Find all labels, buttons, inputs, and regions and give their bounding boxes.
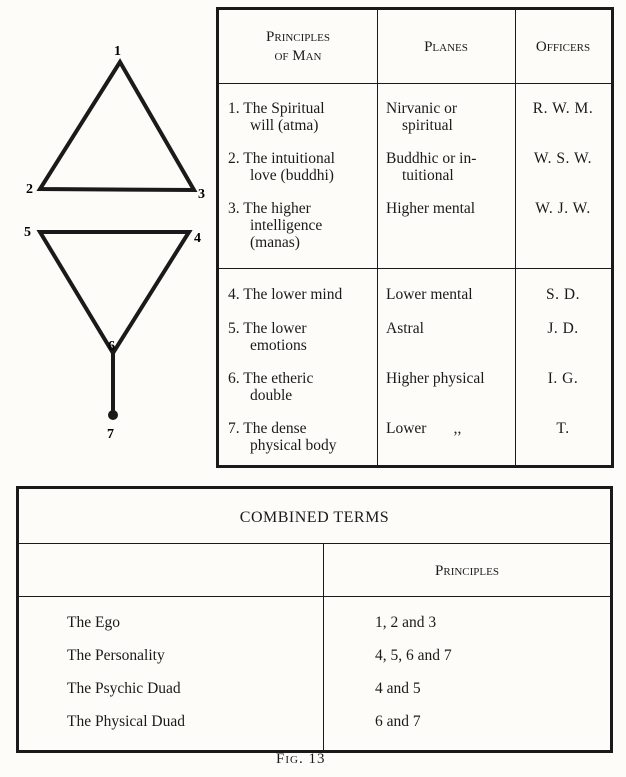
principle-line: (manas) bbox=[250, 234, 300, 251]
principle-line: love (buddhi) bbox=[250, 167, 334, 184]
plane-cell bbox=[386, 150, 514, 184]
principle-line: 2. The intuitional bbox=[228, 150, 335, 167]
stem-end-dot bbox=[108, 410, 118, 420]
principles-cell: 4 and 5 bbox=[375, 680, 421, 697]
point-label-1: 1 bbox=[114, 44, 121, 59]
plane-cell bbox=[386, 420, 514, 437]
plane-line: Lower ,, bbox=[386, 420, 462, 437]
upper-triangle bbox=[40, 62, 194, 190]
plane-line: Buddhic or in- bbox=[386, 150, 477, 167]
principle-line: double bbox=[250, 387, 293, 404]
officer-cell: W. S. W. bbox=[533, 150, 593, 167]
plane-line: Higher physical bbox=[386, 370, 485, 387]
combined-terms-title: COMBINED TERMS bbox=[239, 509, 390, 526]
principles-cell: 6 and 7 bbox=[375, 713, 421, 730]
principle-line: 3. The higher bbox=[228, 200, 311, 217]
officer-cell: I. G. bbox=[547, 370, 579, 387]
header-divider bbox=[19, 596, 610, 597]
point-label-2: 2 bbox=[26, 182, 33, 197]
term-cell: The Physical Duad bbox=[67, 713, 185, 730]
point-label-7: 7 bbox=[107, 427, 114, 442]
lower-triangle bbox=[40, 232, 189, 353]
principle-line: 5. The lower bbox=[228, 320, 307, 337]
officer-cell: W. J. W. bbox=[535, 200, 591, 217]
column-divider bbox=[377, 10, 378, 465]
term-cell: The Ego bbox=[67, 614, 120, 631]
principle-cell bbox=[228, 370, 374, 404]
plane-line: Nirvanic or bbox=[386, 100, 458, 117]
plane-line: Lower mental bbox=[386, 286, 473, 303]
principle-line: 1. The Spiritual bbox=[228, 100, 325, 117]
header-planes: Planes bbox=[424, 39, 468, 55]
principle-line: emotions bbox=[250, 337, 307, 354]
plane-cell bbox=[386, 100, 514, 134]
plane-line: spiritual bbox=[402, 117, 453, 134]
plane-line: Higher mental bbox=[386, 200, 476, 217]
title-divider bbox=[19, 543, 610, 544]
principles-cell: 1, 2 and 3 bbox=[375, 614, 437, 631]
principle-line: 4. The lower mind bbox=[228, 286, 343, 303]
officer-cell: S. D. bbox=[546, 286, 580, 303]
officer-cell: R. W. M. bbox=[532, 100, 594, 117]
principle-line: 7. The dense bbox=[228, 420, 307, 437]
plane-line: Astral bbox=[386, 320, 424, 337]
principle-line: will (atma) bbox=[250, 117, 319, 134]
column-divider bbox=[515, 10, 516, 465]
principle-cell bbox=[228, 286, 374, 303]
header-principles bbox=[219, 28, 377, 66]
plane-cell bbox=[386, 286, 514, 303]
officer-cell: J. D. bbox=[547, 320, 579, 337]
header-divider bbox=[219, 83, 611, 84]
principle-cell bbox=[228, 150, 374, 184]
plane-cell bbox=[386, 320, 514, 337]
principles-cell: 4, 5, 6 and 7 bbox=[375, 647, 452, 664]
figure-caption: Fig. 13 bbox=[276, 751, 326, 767]
plane-cell bbox=[386, 200, 514, 217]
officer-cell: T. bbox=[556, 420, 570, 437]
term-cell: The Personality bbox=[67, 647, 165, 664]
point-label-3: 3 bbox=[198, 187, 205, 202]
point-label-4: 4 bbox=[194, 231, 201, 246]
principle-cell bbox=[228, 320, 374, 354]
plane-line: tuitional bbox=[402, 167, 454, 184]
principle-cell bbox=[228, 200, 374, 251]
plane-cell bbox=[386, 370, 514, 387]
principles-diagram bbox=[0, 0, 216, 460]
point-label-5: 5 bbox=[24, 225, 31, 240]
combined-terms-table bbox=[16, 486, 613, 753]
header-principles: Principles bbox=[435, 563, 499, 579]
principle-cell bbox=[228, 100, 374, 134]
principles-table bbox=[216, 7, 614, 468]
principle-cell bbox=[228, 420, 374, 454]
header-officers: Officers bbox=[535, 39, 591, 55]
principle-line: 6. The etheric bbox=[228, 370, 314, 387]
group-divider bbox=[219, 268, 611, 269]
point-label-6: 6 bbox=[108, 339, 115, 354]
principle-line: intelligence bbox=[250, 217, 323, 234]
term-cell: The Psychic Duad bbox=[67, 680, 181, 697]
header-principles-text: Principles of Man bbox=[266, 29, 330, 64]
principle-line: physical body bbox=[250, 437, 337, 454]
